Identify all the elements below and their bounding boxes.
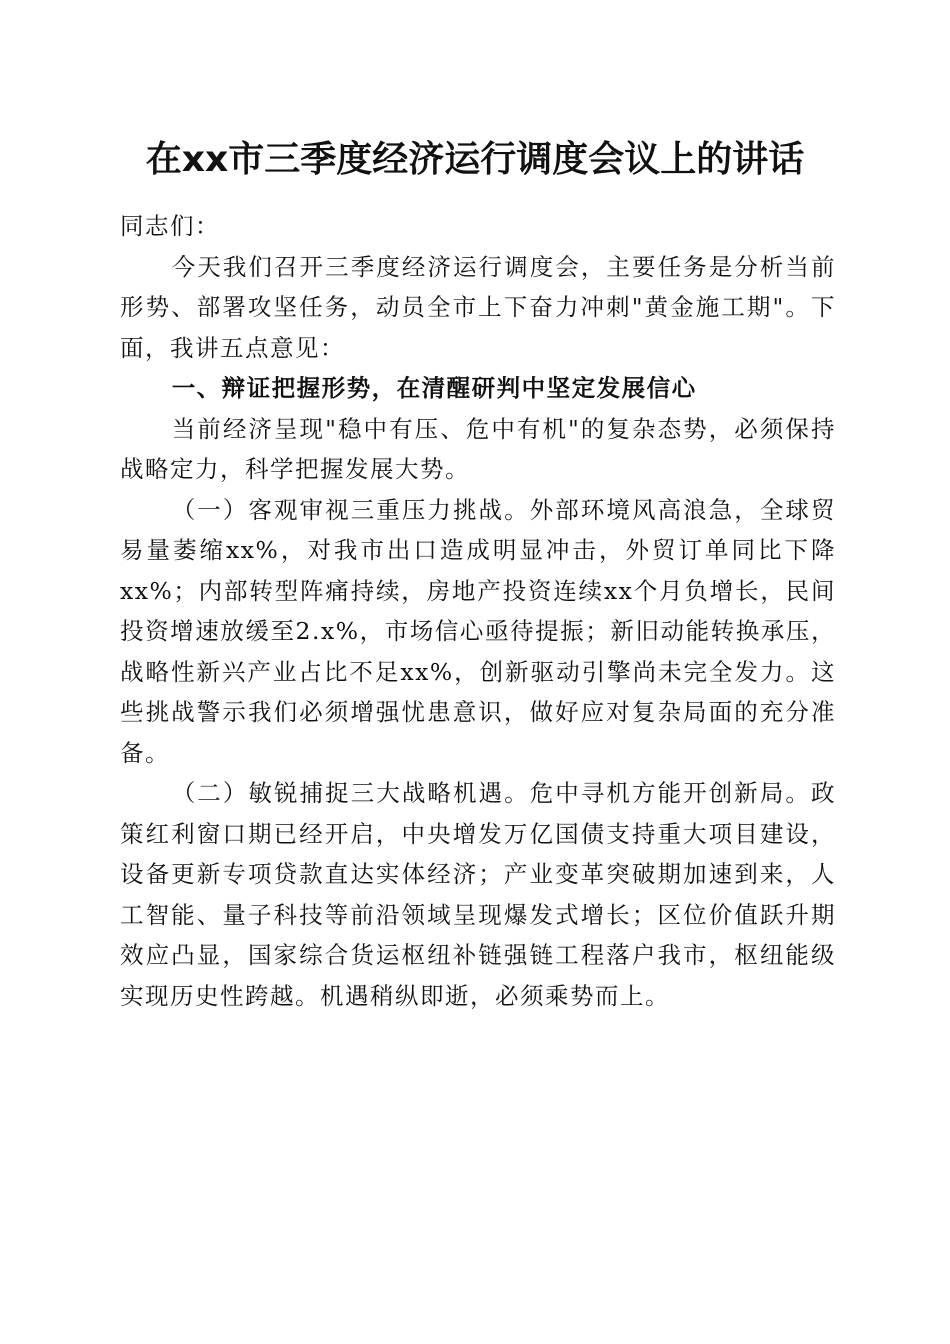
document-title: 在xx市三季度经济运行调度会议上的讲话 — [145, 139, 805, 180]
subsection-2-paragraph — [120, 773, 836, 1016]
subsection-2-body: 危中寻机方能开创新局。政策红利窗口期已经开启，中央增发万亿国债支持重大项目建设，设备更新专项贷款直达实体经济；产业变革突破期加速到来，人工智能、量子科技等前沿领域呈现爆发式增长；区位价值跃升期效应凸显，国家综合货运枢纽补链强链工程落户我市，枢纽能级实现历史性跨越。机遇稍纵即逝，必须乘势而上。 — [120, 779, 837, 1010]
subsection-1-body: 外部环境风高浪急，全球贸易量萎缩xx%，对我市出口造成明显冲击，外贸订单同比下降xx%；内部转型阵痛持续，房地产投资连续xx个月负增长，民间投资增速放缓至2.x%，市场信心亟待提振；新旧动能转换承压，战略性新兴产业占比不足xx%，创新驱动引擎尚未完全发力。这些挑战警示我们必须增强忧患意识，做好应对复杂局面的充分准备。 — [120, 495, 837, 767]
intro-paragraph: 今天我们召开三季度经济运行调度会，主要任务是分析当前形势、部署攻坚任务，动员全市上下奋力冲刺"黄金施工期"。下面，我讲五点意见： — [120, 252, 836, 362]
subsection-2-heading: （二）敏锐捕捉三大战略机遇。 — [171, 779, 530, 807]
section-1-heading: 一、辩证把握形势，在清醒研判中坚定发展信心 — [171, 374, 697, 402]
document-body — [120, 206, 836, 1016]
salutation: 同志们： — [120, 212, 220, 240]
subsection-1-paragraph — [120, 490, 836, 774]
subsection-1-heading: （一）客观审视三重压力挑战。 — [171, 495, 530, 524]
section-1-lead-paragraph: 当前经济呈现"稳中有压、危中有机"的复杂态势，必须保持战略定力，科学把握发展大势。 — [120, 414, 836, 483]
